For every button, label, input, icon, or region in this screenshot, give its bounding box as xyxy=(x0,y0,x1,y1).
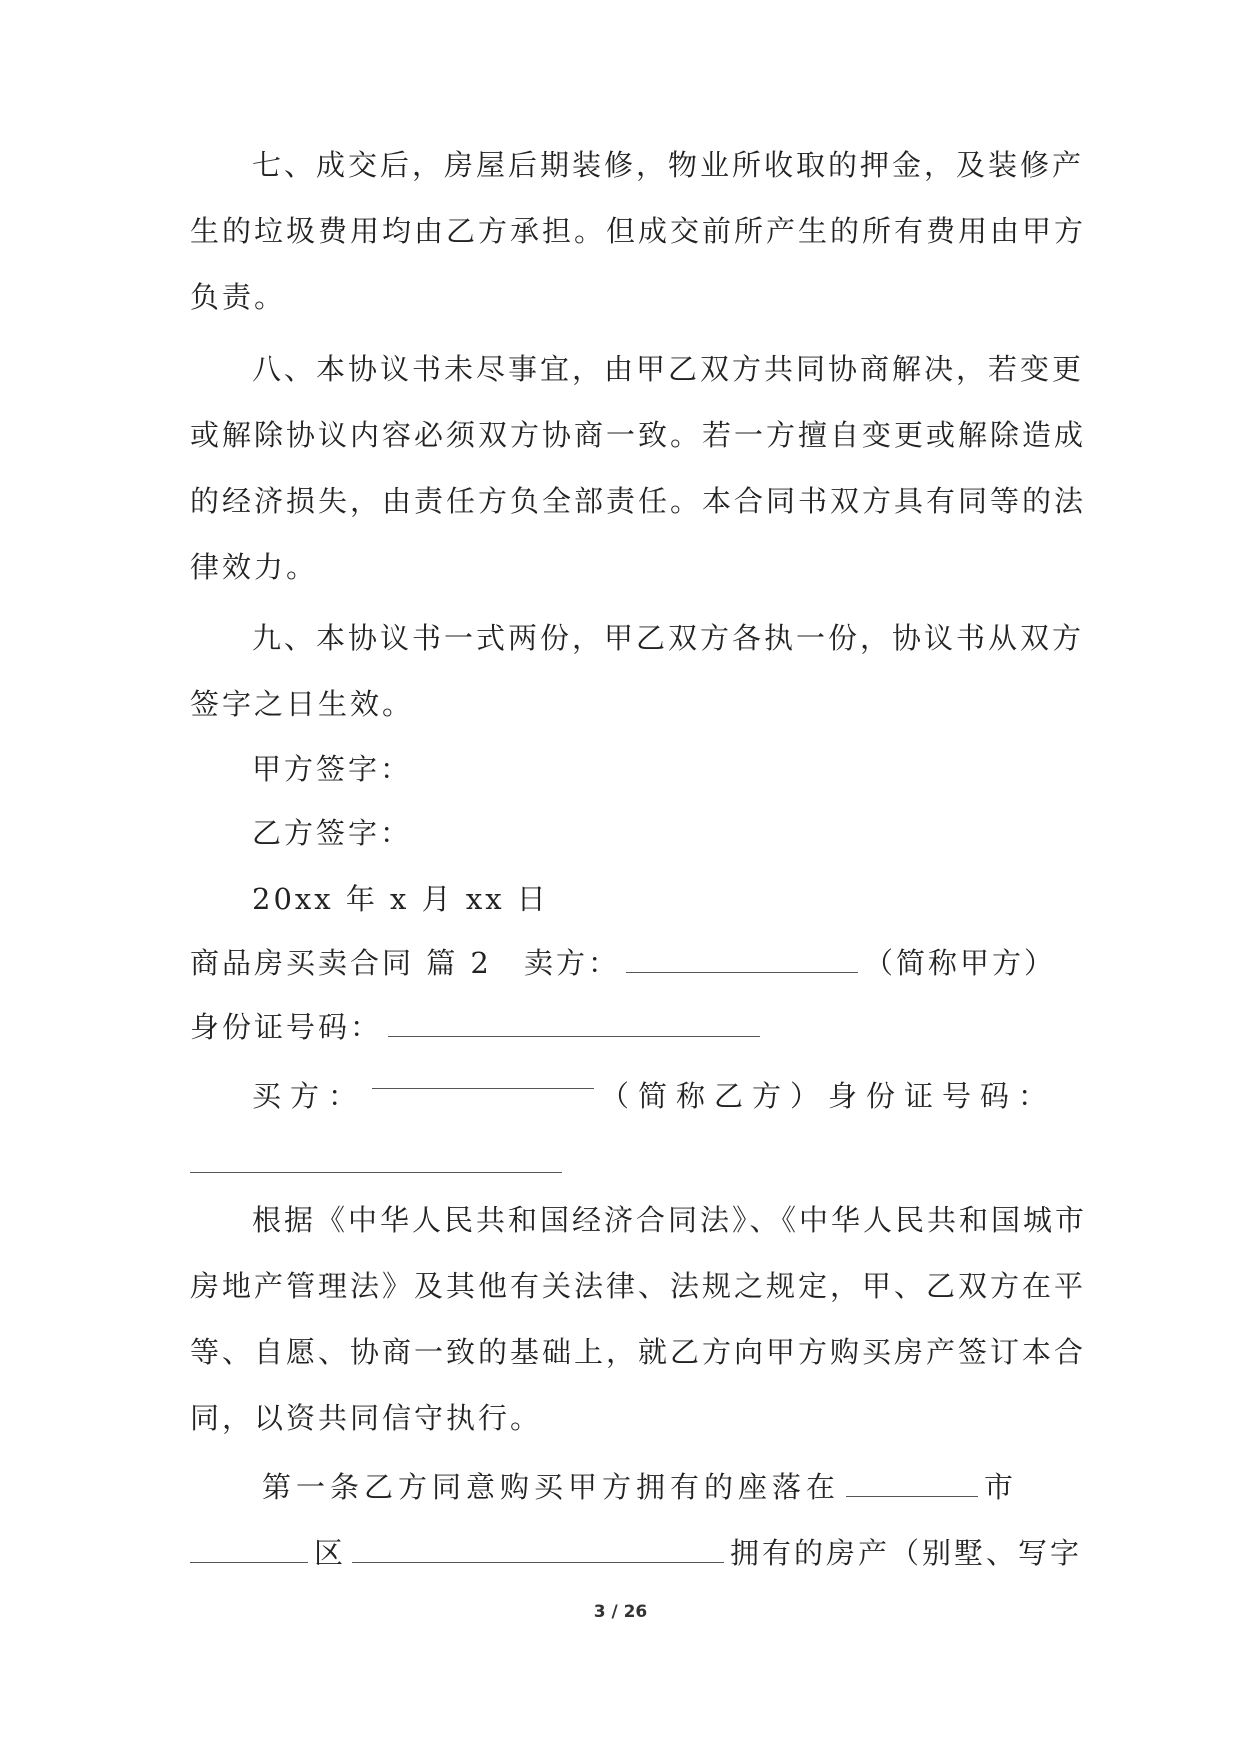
paragraph-line: 同，以资共同信守执行。 xyxy=(190,1401,543,1435)
paragraph-article-8 xyxy=(190,336,1087,600)
paragraph-line: 九、本协议书一式两份，甲乙双方各执一份，协议书从双方 xyxy=(252,621,1085,655)
article-1-line-2-tail: 拥有的房产（别墅、写字 xyxy=(730,1536,1083,1570)
city-label: 市 xyxy=(984,1470,1019,1504)
paragraph-line: 或解除协议内容必须双方协商一致。若一方擅自变更或解除造成 xyxy=(190,418,1087,452)
seller-label: 卖方： xyxy=(523,946,620,980)
contract-2-seller-line xyxy=(190,930,1056,996)
city-blank xyxy=(846,1471,978,1497)
article-1-line-2 xyxy=(190,1520,1083,1586)
paragraph-line: 八、本协议书未尽事宜，由甲乙双方共同协商解决，若变更 xyxy=(252,352,1085,386)
district-label: 区 xyxy=(314,1536,347,1570)
paragraph-line: 签字之日生效。 xyxy=(190,687,415,721)
paragraph-article-9 xyxy=(190,605,1085,737)
buyer-row xyxy=(190,1063,1056,1129)
paragraph-basis xyxy=(190,1187,1088,1451)
signing-date xyxy=(190,866,1056,932)
seller-name-blank xyxy=(626,947,858,973)
paragraph-line: 生的垃圾费用均由乙方承担。但成交前所产生的所有费用由甲方 xyxy=(190,214,1087,248)
party-a-signature-label: 甲方签字： xyxy=(252,752,413,786)
seller-id-row xyxy=(190,994,1056,1060)
article-1-line-1 xyxy=(190,1454,1056,1520)
paragraph-line: 根据《中华人民共和国经济合同法》、《中华人民共和国城市 xyxy=(252,1203,1088,1237)
page-number: 3 / 26 xyxy=(593,1602,648,1622)
seller-line xyxy=(190,930,1056,996)
article-1-row-1 xyxy=(190,1454,1056,1520)
seller-group xyxy=(524,930,1056,996)
paragraph-line: 的经济损失，由责任方负全部责任。本合同书双方具有同等的法 xyxy=(190,484,1087,518)
paragraph-article-7 xyxy=(190,132,1087,330)
seller-id-line xyxy=(190,994,1056,1060)
paragraph-line: 七、成交后，房屋后期装修，物业所收取的押金，及装修产 xyxy=(252,148,1085,182)
party-b-signature-label: 乙方签字： xyxy=(252,816,413,850)
paragraph-line: 等、自愿、协商一致的基础上，就乙方向甲方购买房产签订本合 xyxy=(190,1335,1087,1369)
paragraph-line: 律效力。 xyxy=(190,550,319,584)
party-b-signature xyxy=(190,800,1056,866)
buyer-abbreviation: （简称乙方） xyxy=(599,1079,828,1113)
paragraph-line: 房地产管理法》及其他有关法律、法规之规定，甲、乙双方在平 xyxy=(190,1269,1087,1303)
paragraph-line: 负责。 xyxy=(190,280,287,314)
district-prefix-blank xyxy=(190,1537,308,1563)
article-1-row-2 xyxy=(190,1520,1083,1586)
party-a-signature xyxy=(190,736,1056,802)
district-address-blank xyxy=(352,1537,724,1563)
buyer-line xyxy=(190,1063,1056,1129)
buyer-name-blank xyxy=(372,1063,594,1089)
contract-2-heading: 商品房买卖合同 篇 2 xyxy=(190,946,492,980)
signing-date-text: 20xx 年 x 月 xx 日 xyxy=(252,882,549,916)
seller-abbreviation: （简称甲方） xyxy=(863,946,1056,980)
buyer-id-label: 身份证号码： xyxy=(827,1079,1056,1113)
article-1-text: 第一条乙方同意购买甲方拥有的座落在 xyxy=(262,1470,841,1504)
seller-id-blank xyxy=(388,1011,760,1037)
buyer-label: 买方： xyxy=(252,1079,367,1113)
seller-id-label: 身份证号码： xyxy=(190,1010,383,1044)
buyer-id-blank xyxy=(190,1172,562,1173)
